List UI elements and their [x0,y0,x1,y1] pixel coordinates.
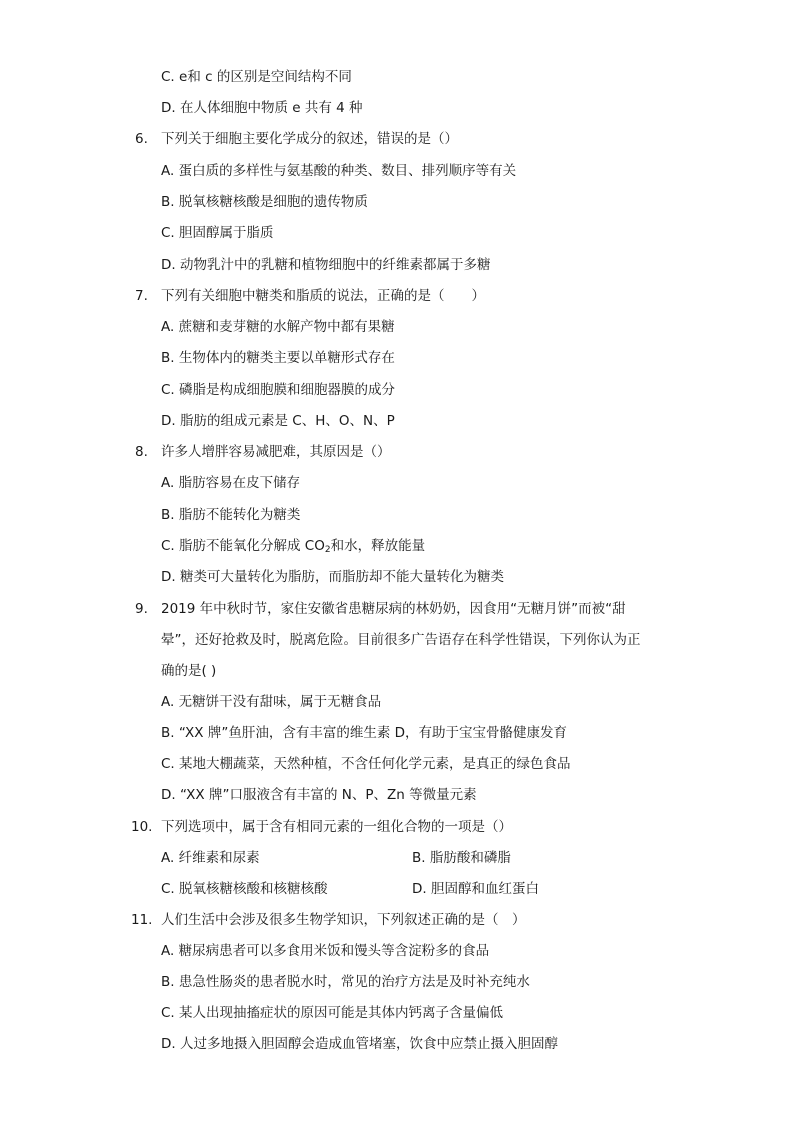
option-b: B. 脂肪不能转化为糖类 [161,507,301,523]
option-c: C. 胆固醇属于脂质 [161,225,274,241]
option-d: D. 胆固醇和血红蛋白 [412,881,539,897]
option-d: D. 脂肪的组成元素是 C、H、O、N、P [161,413,395,429]
question-number: 8. [135,444,148,460]
option-c: C. e和 c 的区别是空间结构不同 [161,69,352,85]
option-c: C. 某地大棚蔬菜，天然种植，不含任何化学元素，是真正的绿色食品 [161,756,571,772]
option-a: A. 无糖饼干没有甜味，属于无糖食品 [161,694,382,710]
question-number: 11. [131,912,153,928]
option-d: D. 在人体细胞中物质 e 共有 4 种 [161,100,363,116]
subscript: 2 [324,545,331,555]
option-b: B. 脂肪酸和磷脂 [412,850,511,866]
question-stem: 许多人增胖容易减肥难，其原因是（） [161,444,391,460]
option-c [161,537,425,559]
option-b: B. 脱氧核糖核酸是细胞的遗传物质 [161,194,368,210]
option-a: A. 蔗糖和麦芽糖的水解产物中都有果糖 [161,319,395,335]
option-c: C. 磷脂是构成细胞膜和细胞器膜的成分 [161,382,396,398]
option-d: D. 动物乳汁中的乳糖和植物细胞中的纤维素都属于多糖 [161,257,491,273]
question-number: 10. [131,819,153,835]
question-stem: 人们生活中会涉及很多生物学知识，下列叙述正确的是（ ） [161,912,526,928]
option-c-text-end: 和水，释放能量 [330,538,426,554]
question-stem-line-1: 2019 年中秋时节，家住安徽省患糖尿病的林奶奶，因食用“无糖月饼”而被“甜 [161,601,626,617]
option-b: B. “XX 牌”鱼肝油，含有丰富的维生素 D，有助于宝宝骨骼健康发育 [161,725,568,741]
option-d: D. 人过多地摄入胆固醇会造成血管堵塞，饮食中应禁止摄入胆固醇 [161,1036,558,1052]
option-a: A. 蛋白质的多样性与氨基酸的种类、数目、排列顺序等有关 [161,163,517,179]
option-d: D. “XX 牌”口服液含有丰富的 N、P、Zn 等微量元素 [161,787,477,803]
question-stem: 下列有关细胞中糖类和脂质的说法，正确的是（ ） [161,288,485,304]
option-a: A. 糖尿病患者可以多食用米饭和馒头等含淀粉多的食品 [161,943,490,959]
option-c: C. 某人出现抽搐症状的原因可能是其体内钙离子含量偏低 [161,1005,504,1021]
option-a: A. 纤维素和尿素 [161,850,260,866]
option-a: A. 脂肪容易在皮下储存 [161,475,301,491]
question-stem-line-2: 晕”，还好抢救及时，脱离危险。目前很多广告语存在科学性错误，下列你认为正 [161,632,641,648]
question-stem: 下列关于细胞主要化学成分的叙述，错误的是（） [161,131,458,147]
option-c: C. 脱氧核糖核酸和核糖核酸 [161,881,328,897]
question-number: 7. [135,288,148,304]
option-b: B. 生物体内的糖类主要以单糖形式存在 [161,350,395,366]
question-number: 6. [135,131,148,147]
question-stem-line-3: 确的是( ) [161,663,217,679]
option-d: D. 糖类可大量转化为脂肪，而脂肪却不能大量转化为糖类 [161,569,504,585]
option-c-text-start: C. 脂肪不能氧化分解成 CO [161,538,325,554]
question-stem: 下列选项中，属于含有相同元素的一组化合物的一项是（） [161,819,512,835]
option-b: B. 患急性肠炎的患者脱水时，常见的治疗方法是及时补充纯水 [161,974,530,990]
question-number: 9. [135,601,148,617]
